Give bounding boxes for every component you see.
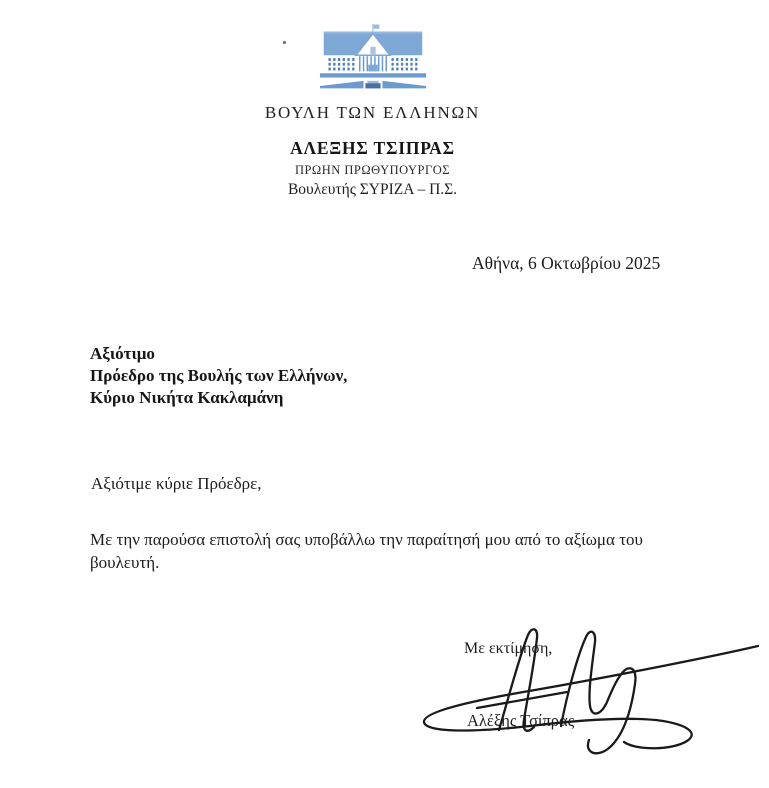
body-paragraph: Με την παρούσα επιστολή σας υποβάλλω την παραίτησή μου από το αξίωμα του βουλευτή.: [90, 530, 643, 572]
recipient-line: Κύριο Νικήτα Κακλαμάνη: [90, 388, 284, 407]
closing-phrase: Με εκτίμηση,: [464, 640, 553, 657]
sender-role: Βουλευτής ΣΥΡΙΖΑ – Π.Σ.: [287, 181, 458, 198]
dateline: Αθήνα, 6 Οκτωβρίου 2025: [472, 253, 661, 273]
salutation: Αξιότιμε κύριε Πρόεδρε,: [91, 474, 262, 493]
recipient-block: [90, 343, 347, 409]
recipient-line: Πρόεδρο της Βουλής των Ελλήνων,: [90, 366, 348, 385]
handwritten-signature: [415, 620, 760, 760]
letterhead: [0, 24, 757, 199]
sender-title: ΠΡΩΗΝ ΠΡΩΘΥΠΟΥΡΓΟΣ: [294, 163, 451, 177]
parliament-building-logo-icon: [316, 24, 430, 96]
sender-name: ΑΛΕΞΗΣ ΤΣΙΠΡΑΣ: [290, 138, 455, 158]
institution-name: ΒΟΥΛΗ ΤΩΝ ΕΛΛΗΝΩΝ: [264, 103, 481, 122]
signature-name: Αλέξης Τσίπρας: [467, 711, 575, 730]
recipient-line: Αξιότιμο: [90, 344, 155, 363]
